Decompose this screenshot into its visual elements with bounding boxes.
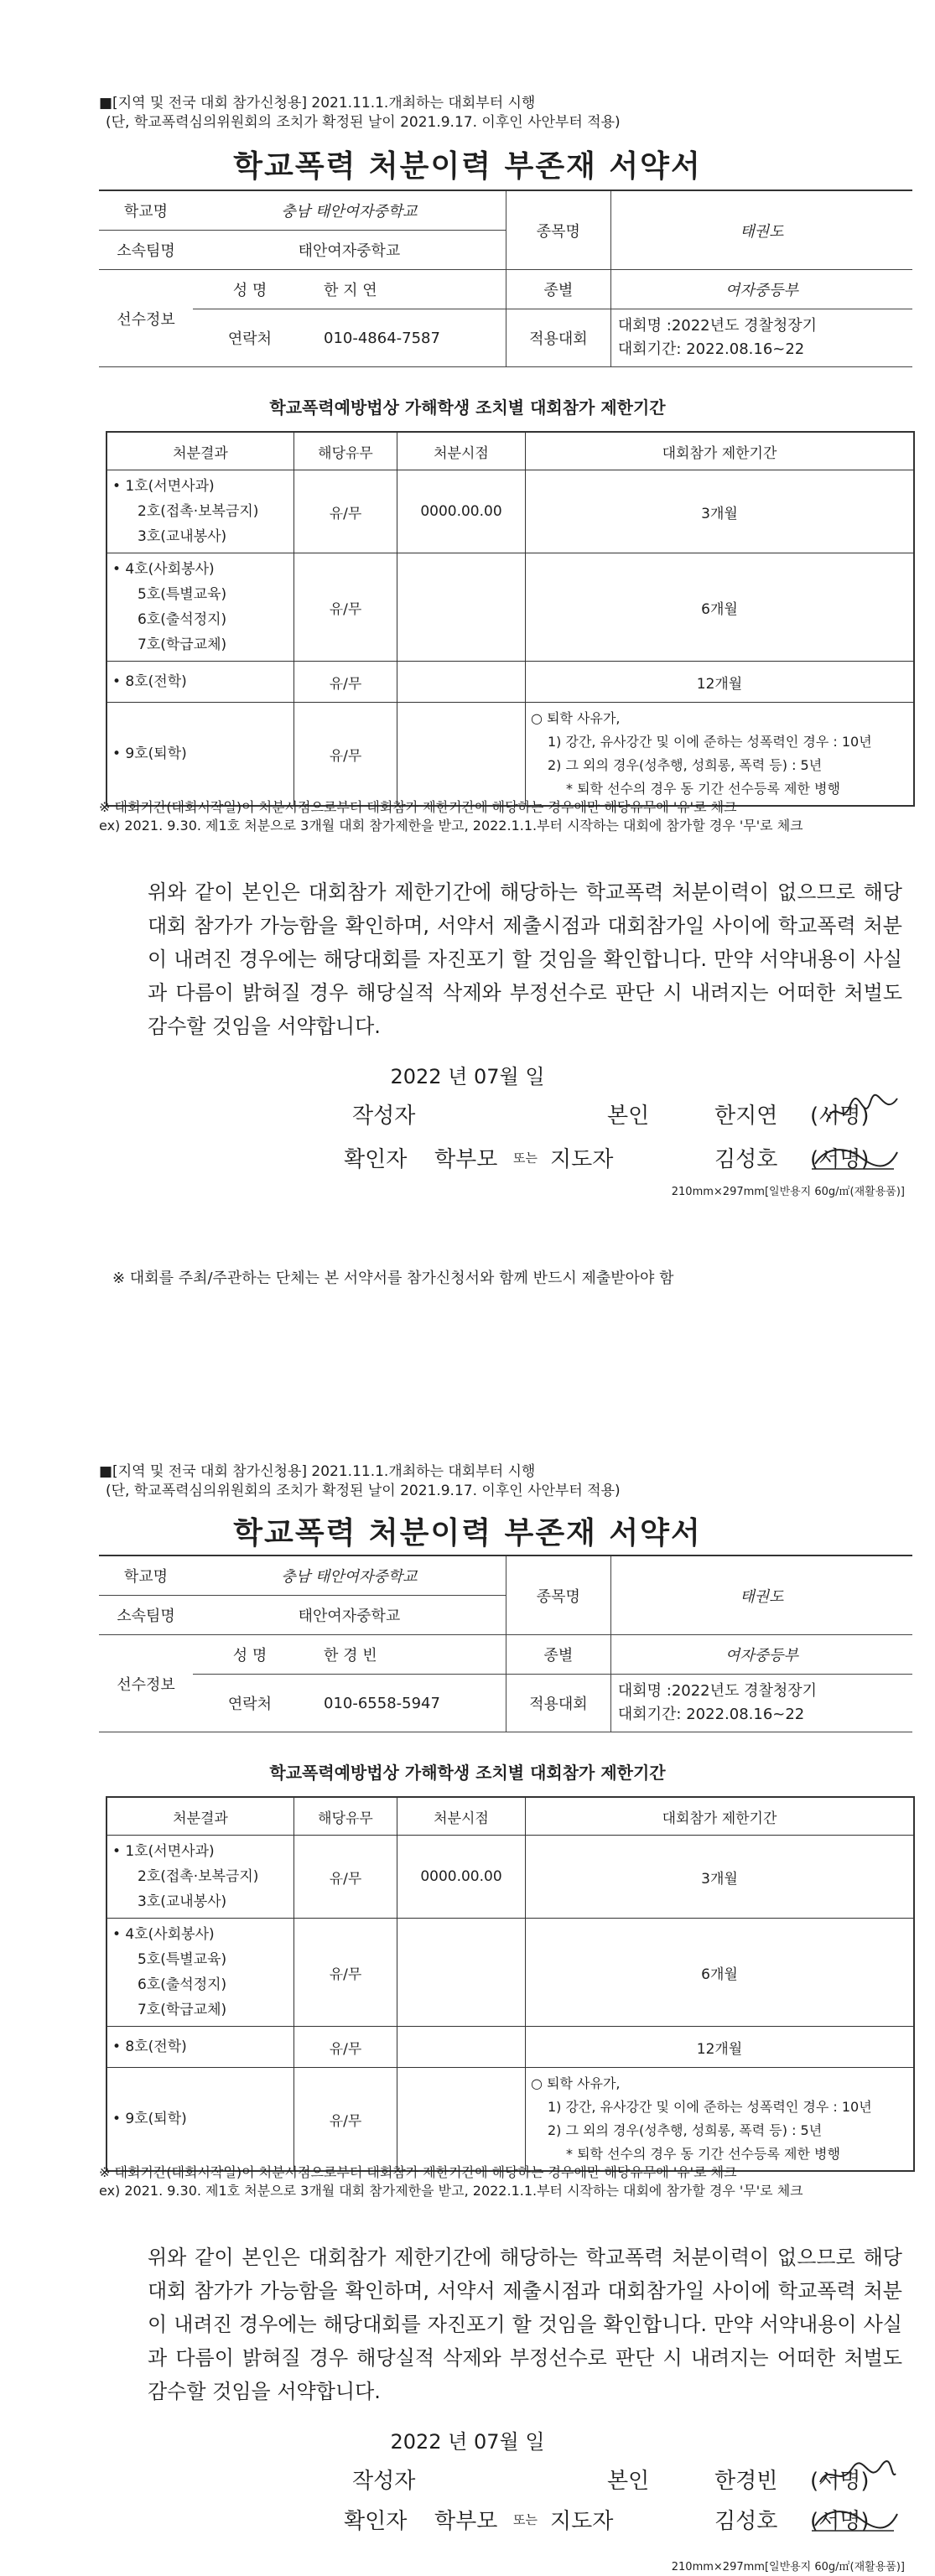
contact-value: 010-4864-7587 xyxy=(307,309,506,367)
footnote-line-2: ex) 2021. 9.30. 제1호 처분으로 3개월 대회 참가제한을 받고, 2022.1.1.부터 시작하는 대회에 참가할 경우 '무'로 체크 xyxy=(99,2183,803,2199)
coach-name: 김성호 xyxy=(714,2509,778,2534)
competition-period: 대회기간: 2022.08.16~22 xyxy=(617,1706,805,1723)
disposition-cell xyxy=(106,553,294,662)
disposition-cell xyxy=(106,2068,294,2172)
disposition-date xyxy=(397,662,526,703)
restriction-table xyxy=(106,1796,915,2172)
section-title: 학교폭력예방법상 가해학생 조치별 대회참가 제한기간 xyxy=(269,397,666,418)
competition-name: 대회명 :2022년도 경찰청장기 xyxy=(617,317,818,335)
self-name: 한지연 xyxy=(714,1104,778,1129)
disposition-cell xyxy=(106,662,294,703)
table-row xyxy=(106,662,914,703)
pledge-date: 2022 년 07월 일 xyxy=(390,1065,545,1088)
disposition-date: 0000.00.00 xyxy=(397,1836,526,1919)
info-table xyxy=(99,1555,912,1732)
disposition-line: • 8호(전학) xyxy=(112,2038,187,2055)
reason-item: * 퇴학 선수의 경우 동 기간 선수등록 제한 병행 xyxy=(566,2146,840,2162)
disposition-date xyxy=(397,2027,526,2068)
name-label: 성 명 xyxy=(193,1635,307,1675)
disposition-line: • 4호(사회봉사) xyxy=(112,561,215,578)
self-sign-mark: (서명) xyxy=(810,1104,870,1129)
table-row xyxy=(106,553,914,662)
expulsion-reason xyxy=(526,2068,915,2172)
reason-item: 2) 그 외의 경우(성추행, 성희롱, 폭력 등) : 5년 xyxy=(548,757,823,773)
self-sign-mark: (서명) xyxy=(810,2469,870,2494)
form-title: 학교폭력 처분이력 부존재 서약서 xyxy=(233,149,702,184)
applicable-mark: 유/무 xyxy=(294,2068,397,2172)
name-value: 한 지 연 xyxy=(307,270,506,309)
limit-period: 3개월 xyxy=(526,470,915,553)
contact-label: 연락처 xyxy=(193,309,307,367)
disposition-cell xyxy=(106,2027,294,2068)
table-row xyxy=(106,1836,914,1919)
pledge-date: 2022 년 07월 일 xyxy=(390,2430,545,2454)
pledge-form-2 xyxy=(0,1288,935,2576)
disposition-line: • 9호(퇴학) xyxy=(112,2111,187,2127)
applicable-mark: 유/무 xyxy=(294,1919,397,2027)
disposition-cell xyxy=(106,703,294,807)
disposition-line: 2호(접촉·보복금지) xyxy=(138,503,259,520)
coach-signature-scribble xyxy=(810,1139,902,1176)
coach-signature-scribble xyxy=(810,2501,902,2537)
footnote xyxy=(99,2163,921,2200)
limit-period: 6개월 xyxy=(526,1919,915,2027)
reason-item: 1) 강간, 유사강간 및 이에 준하는 성폭력인 경우 : 10년 xyxy=(548,2099,872,2115)
category-label: 종별 xyxy=(506,1635,610,1675)
disposition-date xyxy=(397,703,526,807)
applicable-mark: 유/무 xyxy=(294,2027,397,2068)
reason-heading: ○ 퇴학 사유가, xyxy=(531,2075,621,2091)
team-label: 소속팀명 xyxy=(99,1596,193,1635)
footnote-line-2: ex) 2021. 9.30. 제1호 처분으로 3개월 대회 참가제한을 받고, 2022.1.1.부터 시작하는 대회에 참가할 경우 '무'로 체크 xyxy=(99,818,803,834)
paper-size-note: 210mm×297mm[일반용지 60g/㎡(재활용품)] xyxy=(671,2561,905,2573)
header-disposition: 처분결과 xyxy=(106,1797,294,1836)
table-row xyxy=(106,470,914,553)
self-label: 본인 xyxy=(607,2469,650,2494)
event-label: 종목명 xyxy=(506,190,610,270)
category-label: 종별 xyxy=(506,270,610,309)
header-disposition: 처분결과 xyxy=(106,432,294,470)
reason-item: * 퇴학 선수의 경우 동 기간 선수등록 제한 병행 xyxy=(566,781,840,797)
header-date: 처분시점 xyxy=(397,432,526,470)
category-value: 여자중등부 xyxy=(610,1635,912,1675)
applicable-mark: 유/무 xyxy=(294,662,397,703)
disposition-cell xyxy=(106,1836,294,1919)
competition-period: 대회기간: 2022.08.16~22 xyxy=(617,340,805,358)
self-label: 본인 xyxy=(607,1104,650,1129)
contact-label: 연락처 xyxy=(193,1675,307,1732)
disposition-line: 3호(교내봉사) xyxy=(138,1893,227,1910)
limit-period: 6개월 xyxy=(526,553,915,662)
table-row xyxy=(106,1919,914,2027)
disposition-date xyxy=(397,553,526,662)
disposition-line: 3호(교내봉사) xyxy=(138,528,227,545)
paper-size-note: 210mm×297mm[일반용지 60g/㎡(재활용품)] xyxy=(671,1186,905,1198)
disposition-line: 6호(출석정지) xyxy=(138,611,227,628)
reason-heading: ○ 퇴학 사유가, xyxy=(531,710,621,726)
event-value: 태권도 xyxy=(610,1555,912,1635)
or-label: 또는 xyxy=(513,2512,538,2527)
applicable-mark: 유/무 xyxy=(294,553,397,662)
team-value: 태안여자중학교 xyxy=(193,1596,506,1635)
event-value: 태권도 xyxy=(610,190,912,270)
disposition-date xyxy=(397,1919,526,2027)
team-value: 태안여자중학교 xyxy=(193,231,506,270)
competition-label: 적용대회 xyxy=(506,1675,610,1732)
player-info-label: 선수정보 xyxy=(99,1635,193,1732)
footnote-line-1: ※ 대회기간(대회시작일)이 처분시점으로부터 대회참가 제한기간에 해당하는 경우에만 해당유무에 '유'로 체크 xyxy=(99,799,737,815)
disposition-line: • 9호(퇴학) xyxy=(112,745,187,762)
or-label: 또는 xyxy=(513,1150,538,1166)
table-row xyxy=(106,2068,914,2172)
school-label: 학교명 xyxy=(99,1555,193,1596)
limit-period: 3개월 xyxy=(526,1836,915,1919)
confirmer-role: 학부모 xyxy=(434,1147,498,1172)
disposition-line: 6호(출석정지) xyxy=(138,1976,227,1993)
notice xyxy=(99,1462,904,1501)
coach-label: 지도자 xyxy=(550,2509,614,2534)
header-applicable: 해당유무 xyxy=(294,432,397,470)
disposition-line: 7호(학급교체) xyxy=(138,2002,227,2018)
category-value: 여자중등부 xyxy=(610,270,912,309)
self-name: 한경빈 xyxy=(714,2469,778,2494)
player-info-label: 선수정보 xyxy=(99,270,193,367)
name-label: 성 명 xyxy=(193,270,307,309)
signature-scribble xyxy=(820,1090,904,1132)
disposition-line: • 1호(서면사과) xyxy=(112,478,215,495)
applicable-mark: 유/무 xyxy=(294,1836,397,1919)
header-applicable: 해당유무 xyxy=(294,1797,397,1836)
coach-label: 지도자 xyxy=(550,1147,614,1172)
competition-value xyxy=(610,1675,912,1732)
header-limit: 대회참가 제한기간 xyxy=(526,432,915,470)
header-limit: 대회참가 제한기간 xyxy=(526,1797,915,1836)
name-value: 한 경 빈 xyxy=(307,1635,506,1675)
competition-label: 적용대회 xyxy=(506,309,610,367)
header-date: 처분시점 xyxy=(397,1797,526,1836)
confirmer-role: 학부모 xyxy=(434,2509,498,2534)
signature-scribble xyxy=(815,2459,899,2492)
reason-item: 2) 그 외의 경우(성추행, 성희롱, 폭력 등) : 5년 xyxy=(548,2122,823,2138)
disposition-cell xyxy=(106,1919,294,2027)
notice-line-1: ■[지역 및 전국 대회 참가신청용] 2021.11.1.개최하는 대회부터 시행 xyxy=(99,1463,536,1480)
reason-item: 1) 강간, 유사강간 및 이에 준하는 성폭력인 경우 : 10년 xyxy=(548,734,872,750)
form-title: 학교폭력 처분이력 부존재 서약서 xyxy=(233,1516,702,1550)
event-label: 종목명 xyxy=(506,1555,610,1635)
school-value: 충남 태안여자중학교 xyxy=(193,190,506,231)
school-label: 학교명 xyxy=(99,190,193,231)
disposition-line: • 4호(사회봉사) xyxy=(112,1926,215,1943)
disposition-line: • 1호(서면사과) xyxy=(112,1843,215,1860)
notice xyxy=(99,94,904,132)
contact-value: 010-6558-5947 xyxy=(307,1675,506,1732)
coach-name: 김성호 xyxy=(714,1147,778,1172)
restriction-table xyxy=(106,431,915,807)
school-value: 충남 태안여자중학교 xyxy=(193,1555,506,1596)
bottom-note: ※ 대회를 주최/주관하는 단체는 본 서약서를 참가신청서와 함께 반드시 제출받아야 함 xyxy=(112,1270,674,1287)
confirmer-label: 확인자 xyxy=(344,1147,408,1172)
footnote-line-1: ※ 대회기간(대회시작일)이 처분시점으로부터 대회참가 제한기간에 해당하는 경우에만 해당유무에 '유'로 체크 xyxy=(99,2164,737,2180)
limit-period: 12개월 xyxy=(526,662,915,703)
writer-label: 작성자 xyxy=(352,2469,416,2494)
disposition-line: • 8호(전학) xyxy=(112,673,187,690)
disposition-cell xyxy=(106,470,294,553)
footnote xyxy=(99,798,921,835)
writer-label: 작성자 xyxy=(352,1104,416,1129)
disposition-line: 5호(특별교육) xyxy=(138,1951,227,1968)
expulsion-reason xyxy=(526,703,915,807)
notice-line-1: ■[지역 및 전국 대회 참가신청용] 2021.11.1.개최하는 대회부터 시행 xyxy=(99,95,536,112)
table-row xyxy=(106,2027,914,2068)
team-label: 소속팀명 xyxy=(99,231,193,270)
disposition-line: 5호(특별교육) xyxy=(138,586,227,603)
applicable-mark: 유/무 xyxy=(294,470,397,553)
coach-sign-mark: (서명) xyxy=(810,1147,870,1172)
disposition-line: 2호(접촉·보복금지) xyxy=(138,1868,259,1885)
notice-line-2: (단, 학교폭력심의위원회의 조치가 확정된 날이 2021.9.17. 이후인 사안부터 적용) xyxy=(106,114,621,131)
pledge-body-text: 위와 같이 본인은 대회참가 제한기간에 해당하는 학교폭력 처분이력이 없으므로 해당 대회 참가가 가능함을 확인하며, 서약서 제출시점과 대회참가일 사이에 학교폭력 처분이 내려진 경우에는 해당대회를 자진포기 할 것임을 확인합니다. 만약 서약내용이 사실과 다름이 밝혀질 경우 해당실적 삭제와 부정선수로 판단 시 내려지는 어떠한 처벌도 감수할 것임을 서약합니다. xyxy=(148,880,902,1038)
applicable-mark: 유/무 xyxy=(294,703,397,807)
coach-sign-mark: (서명) xyxy=(810,2509,870,2534)
notice-line-2: (단, 학교폭력심의위원회의 조치가 확정된 날이 2021.9.17. 이후인 사안부터 적용) xyxy=(106,1483,621,1499)
disposition-date: 0000.00.00 xyxy=(397,470,526,553)
info-table xyxy=(99,190,912,367)
confirmer-label: 확인자 xyxy=(344,2509,408,2534)
disposition-line: 7호(학급교체) xyxy=(138,636,227,653)
disposition-date xyxy=(397,2068,526,2172)
limit-period: 12개월 xyxy=(526,2027,915,2068)
competition-name: 대회명 :2022년도 경찰청장기 xyxy=(617,1682,818,1700)
table-row xyxy=(106,703,914,807)
competition-value xyxy=(610,309,912,367)
pledge-body-text: 위와 같이 본인은 대회참가 제한기간에 해당하는 학교폭력 처분이력이 없으므로 해당 대회 참가가 가능함을 확인하며, 서약서 제출시점과 대회참가일 사이에 학교폭력 처분이 내려진 경우에는 해당대회를 자진포기 할 것임을 확인합니다. 만약 서약내용이 사실과 다름이 밝혀질 경우 해당실적 삭제와 부정선수로 판단 시 내려지는 어떠한 처벌도 감수할 것임을 서약합니다. xyxy=(148,2246,902,2403)
section-title: 학교폭력예방법상 가해학생 조치별 대회참가 제한기간 xyxy=(269,1763,666,1783)
